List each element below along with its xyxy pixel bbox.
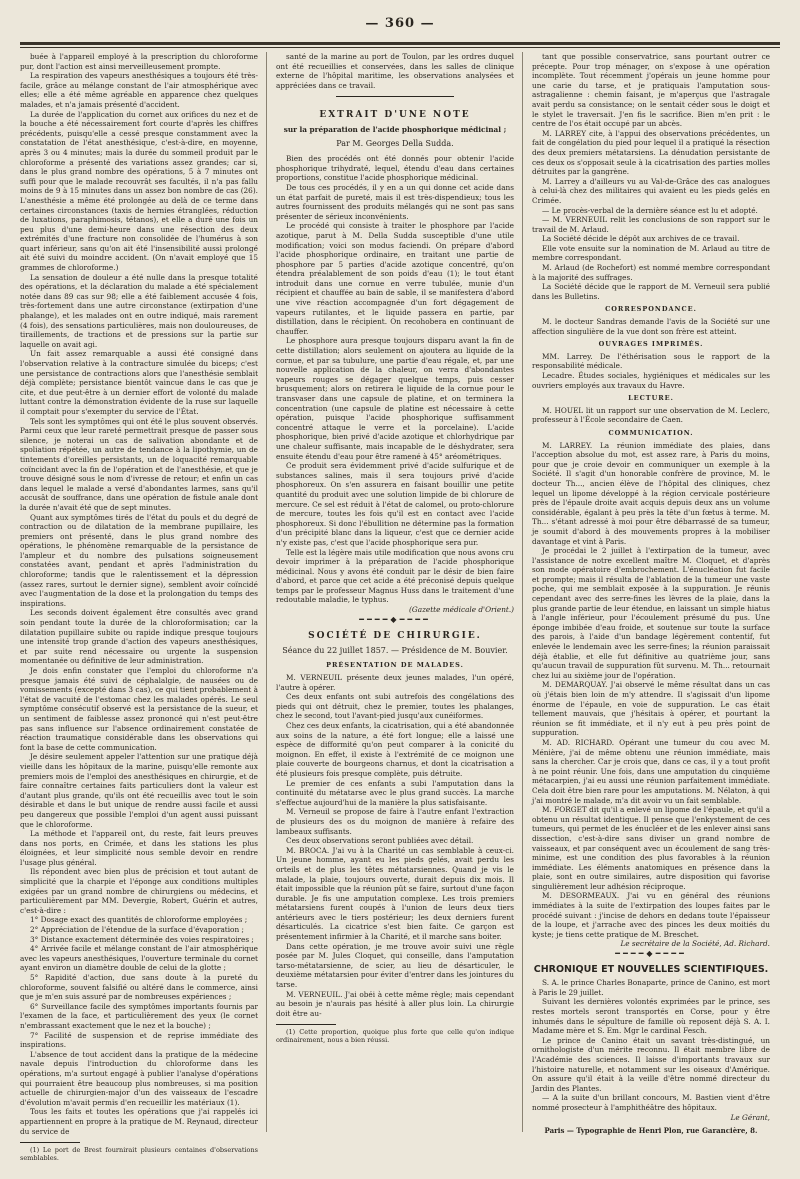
paragraph: La sensation de douleur a été nulle dans la presque totalité des opérations, et la déclaration du malade a été spécialement notée dans 89 cas sur 98; elle a été faiblement accusée 4 fois, très-fortement dans une autre circonstance (extirpation d'une phalange), et les malades ont en outre indiqué, mais rarement (4 fois), des sensations particulières, mais non douloureuses, de tiraillements, de tractions et de pressions sur la partie sur laquelle on avait agi. xyxy=(20,272,258,349)
paragraph: La durée de l'application du cornet aux orifices du nez et de la bouche a été nécessairement fort courte d'après les chiffres précédents, puisqu'elle a cessé presque constamment avec la constatation de l'état anesthésique, c'est-à-dire, en moyenne, après 3 ou 4 minutes; mais la durée du sommeil produit par le chloroforme a présenté des variations assez grandes; car si, dans le plus grand nombre des opérations, 5 à 7 minutes ont suffi pour que le malade recouvrât ses facultés, il n'a pas fallu moins de 9 à 15 minutes dans un assez bon nombre de cas (26). L'anesthésie a même été prolongée au delà de ce terme dans certaines circonstances (taxis de hernies étranglées, réduction de luxations, paraphimosis, tétanos), et elle a duré une fois un peu plus d'une demi-heure dans une résection des deux extrémités d'une fracture non consolidée de l'humérus à son quart inférieur, sans qu'on ait été l'insensibilité aussi prolongé ait été suivi du moindre accident. (On n'avait employé que 15 grammes de chloroforme.) xyxy=(20,109,258,273)
ouvrages-list xyxy=(532,352,770,390)
paragraph: Je dois enfin constater que l'emploi du chloroforme n'a presque jamais été suivi de céphalalgie, de nausées ou de vomissements (excepté dans 3 cas), ce qui tient probablement à l'état de vacuité de l'estomac chez les malades opérés. Le seul symptôme consécutif observé est la persistance de la sueur, et un sentiment de faiblesse assez prononcé qui n'est peut-être pas sans influence sur l'absence ordinairement constatée de réaction traumatique considérable dans les observations qui font la base de cette communication. xyxy=(20,666,258,752)
secretary-signature: Le secrétaire de la Société, Ad. Richard. xyxy=(620,939,770,949)
extrait-title: EXTRAIT D'UNE NOTE xyxy=(319,110,471,121)
lecture-text: M. HOUEL lit un rapport sur une observation de M. Leclerc, professeur à l'École secondaire de Caen. xyxy=(532,405,770,425)
paragraph: M. Larrey a d'ailleurs vu au Val-de-Grâce des cas analogues à celui-là chez des militaires qui avaient eu les pieds gelés en Crimée. xyxy=(532,176,770,205)
paragraph: tant que possible conservatrice, sans pourtant outrer ce précepte. Pour trop ménager, on s'expose à une opération incomplète. Tout récemment j'opérais un jeune homme pour une carie du tarse, et je pratiquais l'amputation sous-astragalienne : chemin faisant, je m'aperçus que l'astragale avait perdu sa consistance; on le sentait céder sous le doigt et le stylet le traversait. J'en fis le sacrifice. Bien m'en prit : le centre de l'os était occupé par un abcès. xyxy=(532,52,770,129)
paragraph: Tels sont les symptômes qui ont été le plus souvent observés. Parmi ceux que leur rareté permettrait presque de passer sous silence, je noterai un cas de salivation abondante et de spoliation répétée, un autre de tendance à la lipothymie, un de tintements d'oreilles persistants, un de loquacité remarquable coïncidant avec la fin de l'opération et de l'anesthésie, et que je trouve désigné sous le nom d'ivresse de retour; et enfin un cas dans lequel le malade a versé d'abondantes larmes, sans qu'il accusât de souffrance, dans une opération de fistule anale dont la durée n'avait été que de sept minutes. xyxy=(20,416,258,512)
paragraph: Quant aux symptômes tirés de l'état du pouls et du degré de contraction ou de dilatation de la membrane pupillaire, les premiers ont présenté, dans le plus grand nombre des opérations, le phénomène remarquable de la persistance de l'ampleur et du nombre des pulsations soigneusement constatées avant, pendant et après l'administration du chloroforme; tandis que le ralentissement et la dépression (assez rares, surtout le dernier signe), semblent avoir coïncidé avec l'augmentation de la dose et la prolongation du temps des inspirations. xyxy=(20,512,258,608)
paragraph: 2° Appréciation de l'étendue de la surface d'évaporation ; xyxy=(30,925,244,935)
paragraph: M. DESORMEAUX. J'ai vu en général des réunions immédiates à la suite de l'extirpation des loupes faites par le procédé suivant : j'incise de dehors en dedans toute l'épaisseur de la loupe, et j'arrache avec des pinces les deux moitiés du kyste; je tiens cette pratique de M. Breschet. xyxy=(532,891,770,939)
col3-paragraphs-2 xyxy=(532,441,770,940)
col3-paragraphs xyxy=(532,52,770,301)
page-number: — 360 — xyxy=(365,16,435,31)
column-divider-2 xyxy=(522,52,523,1132)
paragraph: Bien des procédés ont été donnés pour obtenir l'acide phosphorique trihydraté, lequel, étendu d'eau dans certaines proportions, constitue l'acide phosphorique médicinal. xyxy=(276,154,514,183)
paragraph: Le premier de ces enfants a subi l'amputation dans la continuité du métatarse avec le plus grand succès. La marche s'effectue aujourd'hui de la manière la plus satisfaisante. xyxy=(276,778,514,807)
printer-imprint: Paris — Typographie de Henri Plon, rue Garancière, 8. xyxy=(544,1126,758,1136)
paragraph: L'absence de tout accident dans la pratique de la médecine navale depuis l'introduction du chloroforme dans les opérations, m'a surtout engagé à publier l'analyse d'opérations qui pourraient être beaucoup plus nombreuses, si ma position actuelle de chirurgien-major d'un des vaisseaux de l'escadre d'évolution m'avait permis d'en recueillir les matériaux (1). xyxy=(20,1049,258,1107)
ouvrage-item: MM. Larrey. De l'éthérisation sous le rapport de la responsabilité médicale. xyxy=(532,351,770,371)
ornament-divider: ━━━━◆━━━━ xyxy=(615,949,687,959)
header-rule-thin xyxy=(20,47,780,48)
paragraph: De tous ces procédés, il y en a un qui donne cet acide dans un état parfait de pureté, mais il est très-dispendieux; tous les autres fournissent des produits mélangés qui ne sont pas sans présenter de sérieux inconvénients. xyxy=(276,182,514,221)
footnote-rule xyxy=(20,1142,80,1143)
page-header xyxy=(20,16,780,40)
paragraph: — A la suite d'un brillant concours, M. Bastien vient d'être nommé prosecteur à l'amphithéâtre des hôpitaux. xyxy=(532,1093,770,1112)
paragraph: Le phosphore aura presque toujours disparu avant la fin de cette distillation; alors seulement on ajoutera au liquide de la cornue, et par sa tubulure, une partie d'eau régale, et, par une nouvelle application de la chaleur, on verra d'abondantes vapeurs rouges se dégager quelque temps, puis cesser brusquement; alors on retirera le liquide de la cornue pour le transvaser dans une capsule de platine, et on terminera la concentration (une capsule de platine est nécessaire à cette opération, puisque l'acide phosphorique suffisamment concentré attaque le verre et la porcelaine). L'acide phosphorique, bien privé d'acide azotique et chlorhydrique par une chaleur suffisante, mais incapable de le déshydrater, sera ensuite étendu d'eau pour être ramené à 45° aréométriques. xyxy=(276,336,514,461)
paragraph: M. VERNEUIL. J'ai obéi à cette même règle; mais cependant au besoin je n'aurais pas hésité à aller plus loin. La chirurgie doit être au- xyxy=(276,989,514,1018)
col2-intro: santé de la marine au port de Toulon, par les ordres duquel ont été recueillies et conservées, dans les salles de clinique externe de l'hôpital maritime, les observations analysées et appréciées dans ce travail. xyxy=(276,52,514,90)
ouvrage-item: Lecadre. Études sociales, hygiéniques et médicales sur les ouvriers employés aux travaux du Havre. xyxy=(532,371,770,390)
paragraph: — M. VERNEUIL relit les conclusions de son rapport sur le travail de M. Arlaud. xyxy=(532,215,770,234)
seance-line: Séance du 22 juillet 1857. — Présidence de M. Bouvier. xyxy=(282,645,508,655)
header-rule-thick xyxy=(20,42,780,45)
extrait-byline: Par M. Georges Della Sudda. xyxy=(336,138,454,148)
paragraph: Chez ces deux enfants, la cicatrisation, qui a été abandonnée aux soins de la nature, a été fort longue; elle a laissé une espèce de difformité qu'on peut comparer à la conicité du moignon. En effet, il existe à l'extrémité de ce moignon une plaie couverte de bourgeons charnus, et dont la cicatrisation a été plusieurs fois presque complète, puis détruite. xyxy=(276,721,514,778)
paragraph: M. LARREY cite, à l'appui des observations précédentes, un fait de congélation du pied pour lequel il a pratiqué la résection des deux premiers métatarsiens. La dénudation persistante de ces deux os s'opposait seule à la cicatrisation des parties molles détruites par la gangrène. xyxy=(532,128,770,177)
paragraph: M. Arlaud (de Rochefort) est nommé membre correspondant à la majorité des suffrages. xyxy=(532,263,770,282)
paragraph: Telle est la légère mais utile modification que nous avons cru devoir imprimer à la préparation de l'acide phosphorique médicinal. Nous y avons été conduit par le désir de bien faire d'abord, et parce que cet acide a été préconisé depuis quelque temps par le professeur Magnus Huss dans le traitement d'une redoutable maladie, le typhus. xyxy=(276,547,514,605)
paragraph: M. VERNEUIL présente deux jeunes malades, l'un opéré, l'autre à opérer. xyxy=(276,673,514,692)
col1-paragraphs xyxy=(20,52,258,1136)
paragraph: La respiration des vapeurs anesthésiques a toujours été très-facile, grâce au mélange constant de l'air atmosphérique avec elles; elle a été même agréable en apparence chez quelques malades, et n'a jamais présenté d'accident. xyxy=(20,71,258,109)
paragraph: La Société décide le dépôt aux archives de ce travail. xyxy=(542,234,740,244)
paragraph: M. Verneuil se propose de faire à l'autre enfant l'extraction de plusieurs des os du moignon de manière à refaire des lambeaux suffisants. xyxy=(276,807,514,836)
presentation-heading: PRÉSENTATION DE MALADES. xyxy=(326,661,464,670)
col2-paragraphs xyxy=(276,154,514,605)
paragraph: Le prince de Canino était un savant très-distingué, un ornithologiste d'un mérite reconnu. Il était membre libre de l'Académie des sciences. Il laisse d'importants travaux sur l'histoire naturelle, et notamment sur les oiseaux d'Amérique. On assure qu'il était à la veille d'être nommé directeur du Jardin des Plantes. xyxy=(532,1035,770,1093)
paragraph: 3° Distance exactement déterminée des voies respiratoires ; xyxy=(30,934,254,944)
correspondance-heading: CORRESPONDANCE. xyxy=(605,305,697,314)
paragraph: 4° Arrivée facile et mélange constant de l'air atmosphérique avec les vapeurs anesthésiques, l'ouverture terminale du cornet ayant environ un diamètre double de celui de la glotte ; xyxy=(20,944,258,973)
paragraph: Je procédai le 2 juillet à l'extirpation de la tumeur, avec l'assistance de notre excellent maître M. Cloquet, et d'après son mode opératoire d'embrochement. L'énucléation fut facile et prompte; mais il résulta de l'ablation de la tumeur une vaste poche, qui me semblait exposée à la suppuration. Je réunis cependant avec des serre-fines les lèvres de la plaie, dans la plus grande partie de leur étendue, en laissant un simple hiatus à l'angle inférieur, pour l'écoulement présumé du pus. Une éponge imbibée d'eau froide, et soutenue sur toute la surface des parois, à l'aide d'un bandage légèrement contentif, fut enlevée le lendemain avec les serre-fines; la réunion paraissait déjà établie, et elle fut définitive au quatrième jour, sans qu'aucun travail de suppuration fût survenu. M. Th... retournait chez lui au sixième jour de l'opération. xyxy=(532,546,770,680)
col1-footnote: (1) Le port de Brest fournirait plusieurs centaines d'observations semblables. xyxy=(20,1146,258,1163)
correspondance-text: M. le docteur Sandras demande l'avis de la Société sur une affection singulière de la vue dont son frère est atteint. xyxy=(532,317,770,336)
paragraph: 5° Rapidité d'action, due sans doute à la pureté du chloroforme, souvent falsifié ou altéré dans le commerce, ainsi que je m'en suis assuré par de nombreuses expériences ; xyxy=(20,973,258,1002)
paragraph: Je désire seulement appeler l'attention sur une pratique déjà vieille dans les hôpitaux de la marine, puisqu'elle remonte aux premiers mois de l'emploi des anesthésiques en chirurgie, et de faire connaître certaines faits particuliers dont la valeur est d'autant plus grande, qu'ils ont été recueillis avec tout le soin désirable et dans le but unique de rendre aussi facile et aussi peu dangereux que possible l'emploi d'un agent aussi puissant que le chloroforme. xyxy=(20,752,258,829)
paragraph: M. FORGET dit qu'il a enlevé un lipome de l'épaule, et qu'il a obtenu un résultat identique. Il pense que l'enkystement de ces tumeurs, qui permet de les énucléer et de les enlever ainsi sans dissection, c'est-à-dire sans diviser un grand nombre de vaisseaux, et par conséquent avec un écoulement de sang très-minime, est une condition des plus favorables à la réunion immédiate. Les éléments anatomiques en présence dans la plaie, sont en outre similaires, autre disposition qui favorise singulièrement leur adhésion réciproque. xyxy=(532,805,770,891)
paragraph: buée à l'appareil employé à la prescription du chloroforme pur, dont l'action est ainsi merveilleusement prompte. xyxy=(20,52,258,71)
extrait-subtitle: sur la préparation de l'acide phosphorique médicinal ; xyxy=(283,124,507,134)
societe-title: SOCIÉTÉ DE CHIRURGIE. xyxy=(308,631,482,642)
paragraph: Suivant les dernières volontés exprimées par le prince, ses restes mortels seront transportés en Corse, pour y être inhumés dans le sépulture de famille où reposent déjà S. A. I. Madame mère et S. Em. Mgr le cardinal Fesch. xyxy=(532,997,770,1036)
paragraph: 1° Dosage exact des quantités de chloroforme employées ; xyxy=(30,915,248,925)
ornament-divider: ━━━━◆━━━━ xyxy=(359,614,431,624)
column-2 xyxy=(276,52,514,1132)
source-citation: (Gazette médicale d'Orient.) xyxy=(409,605,514,615)
communication-heading: COMMUNICATION. xyxy=(608,428,694,437)
paragraph: S. A. le prince Charles Bonaparte, prince de Canino, est mort à Paris le 29 juillet. xyxy=(532,978,770,997)
paragraph: Un fait assez remarquable a aussi été consigné dans l'observation relative à la contracture simulée du biceps; c'est une persistance de contractions alors que l'anesthésie semblait déjà complète; persistance bientôt vaincue dans le cas que je cite, et due peut-être à un dernier effort de volonté du malade luttant contre la démonstration évidente de la ruse sur laquelle il comptait pour s'exempter du service de l'État. xyxy=(20,349,258,416)
paragraph: — Le procès-verbal de la dernière séance est lu et adopté. xyxy=(542,205,758,215)
paragraph: M. BROCA. J'ai vu à la Charité un cas semblable à ceux-ci. Un jeune homme, ayant eu les pieds gelés, avait perdu les orteils et de plus les têtes métatarsiennes. Quand je vis le malade, la plaie, toujours ouverte, durait depuis dix mois. Il était impossible que la réunion pût se faire, surtout d'une façon durable. Je fis une amputation complexe. Les trois premiers métatarsiens furent coupés à l'union de leurs deux tiers antérieurs avec le tiers postérieur; les deux derniers furent désarticulés. La cicatrice s'est bien faite. Ce garçon est présentement infirmier à la Charité, et il marche sans boiter. xyxy=(276,845,514,942)
separator xyxy=(336,96,454,97)
column-divider-1 xyxy=(266,52,267,1132)
paragraph: 7° Facilité de suspension et de reprise immédiate des inspirations. xyxy=(20,1030,258,1050)
paragraph: La méthode et l'appareil ont, du reste, fait leurs preuves dans nos ports, en Crimée, et dans les stations les plus éloignées, et leur simplicité nous semble devoir en rendre l'usage plus général. xyxy=(20,829,258,867)
paragraph: Ce produit sera évidemment privé d'acide sulfurique et de substances salines, mais il sera toujours privé d'acide phosphoreux. On s'en assurera en faisant bouillir une petite quantité du produit avec une solution limpide de bi chlorure de mercure. Ce sel est réduit à l'état de calomel, ou proto-chlorure de mercure, toutes les fois qu'il est en contact avec l'acide phosphoreux. Si donc l'ébullition ne détermine pas la formation d'un précipité blanc dans la liqueur, c'est que ce dernier acide n'y existe pas, c'est que l'acide phosphorique sera pur. xyxy=(276,461,514,547)
paragraph: 6° Surveillance facile des symptômes importants fournis par l'examen de la face, et particulièrement des yeux (le cornet n'embrassant exactement que le nez et la bouche) ; xyxy=(20,1001,258,1030)
lecture-heading: LECTURE. xyxy=(628,394,674,403)
ouvrages-heading: OUVRAGES IMPRIMÉS. xyxy=(598,340,704,349)
col2-paragraphs-2 xyxy=(276,673,514,1018)
paragraph: Tous les faits et toutes les opérations que j'ai rappelés ici appartiennent en propre à la pratique de M. Reynaud, directeur du service de xyxy=(20,1107,258,1136)
paragraph: Elle vote ensuite sur la nomination de M. Arlaud au titre de membre correspondant. xyxy=(532,243,770,263)
gerant-label: Le Gérant, xyxy=(730,1112,770,1122)
chronique-title: CHRONIQUE ET NOUVELLES SCIENTIFIQUES. xyxy=(533,963,769,975)
column-3 xyxy=(532,52,770,1136)
paragraph: Ces deux observations seront publiées avec détail. xyxy=(286,836,474,846)
paragraph: M. DEMARQUAY. J'ai observé le même résultat dans un cas où j'étais bien loin de m'y attendre. Il s'agissait d'un lipome énorme de l'épaule, en voie de suppuration. Le cas était tellement mauvais, que j'hésitais à opérer, et pourtant la réunion se fit immédiate, et il n'y eut à peu près point de suppuration. xyxy=(532,680,770,738)
paragraph: Ils répondent avec bien plus de précision et tout autant de simplicité que la charpie et l'éponge aux conditions multiples exigées par un grand nombre de chirurgiens ou médecins, et particulièrement par MM. Devergie, Robert, Guérin et autres, c'est-à-dire : xyxy=(20,867,258,915)
column-1 xyxy=(20,52,258,1163)
col3-paragraphs-3 xyxy=(532,978,770,1112)
footnote-rule xyxy=(276,1024,336,1025)
paragraph: Ces deux enfants ont subi autrefois des congélations des pieds qui ont détruit, chez le premier, toutes les phalanges, chez le second, tout l'avant-pied jusqu'aux cunéiformes. xyxy=(276,692,514,721)
paragraph: M. AD. RICHARD. Opérant une tumeur du cou avec M. Ménière, j'ai de même obtenu une réunion immédiate, mais sans la chercher. Car je crois que, dans ce cas, il y a tout profit à ne point réunir. Une fois, dans une amputation du cinquième métacarpien, j'ai eu aussi une réunion parfaitement immédiate. Cela doit être bien rare pour les amputations. M. Nélaton, à qui j'ai montré le malade, m'a dit avoir vu un fait semblable. xyxy=(532,737,770,805)
paragraph: M. LARREY. La réunion immédiate des plaies, dans l'acception absolue du mot, est assez rare, à Paris du moins, pour que je croie devoir en communiquer un exemple à la Société. Il s'agit d'un honorable confrère de province, M. le docteur Th..., ancien élève de l'hôpital des cliniques, chez lequel un lipome développé à la région cervicale postérieure près de l'épaule droite avait acquis depuis deux ans un volume considérable, égalant à peu près la tête d'un fœtus à terme. M. Th... s'étant adressé à moi pour être débarrassé de sa tumeur, je soumit d'abord à des mouvements propres à la mobiliser davantage et vint à Paris. xyxy=(532,440,770,546)
paragraph: La Société décide que le rapport de M. Verneuil sera publié dans les Bulletins. xyxy=(532,282,770,301)
paragraph: Dans cette opération, je me trouve avoir suivi une règle posée par M. Jules Cloquet, qui conseille, dans l'amputation tarso-métatarsienne, de scier, au lieu de désarticuler, le deuxième métatarsien pour éviter d'entrer dans les jointures du tarse. xyxy=(276,941,514,990)
col2-footnote: (1) Cette proportion, quoique plus forte que celle qu'on indique ordinairement, nous a bien réussi. xyxy=(276,1028,514,1045)
paragraph: Les seconds doivent également être consultés avec grand soin pendant toute la durée de la chloroformisation; car la dilatation pupillaire subite ou rapide indique presque toujours une intensité trop grande d'action des vapeurs anesthésiques, et par suite rend nécessaire ou urgente la suspension momentanée ou définitive de leur administration. xyxy=(20,608,258,666)
paragraph: Le procédé qui consiste à traiter le phosphore par l'acide azotique, parut à M. Della Sudda susceptible d'une utile modification; voici son modus faciendi. On prépare d'abord l'acide phosphorique ordinaire, en traitant une partie de phosphore par 5 parties d'acide azotique concentré, qu'on étendra préalablement de son poids d'eau (1); le tout étant introduit dans une cornue en verre tubulée, munie d'un récipient et chauffée au bain de sable, il se manifestera d'abord une vive réaction accompagnée d'un fort dégagement de vapeurs rutilantes, et le liquide passera en partie, par distillation, dans le récipient. On recohobera en continuant de chauffer. xyxy=(276,221,514,336)
